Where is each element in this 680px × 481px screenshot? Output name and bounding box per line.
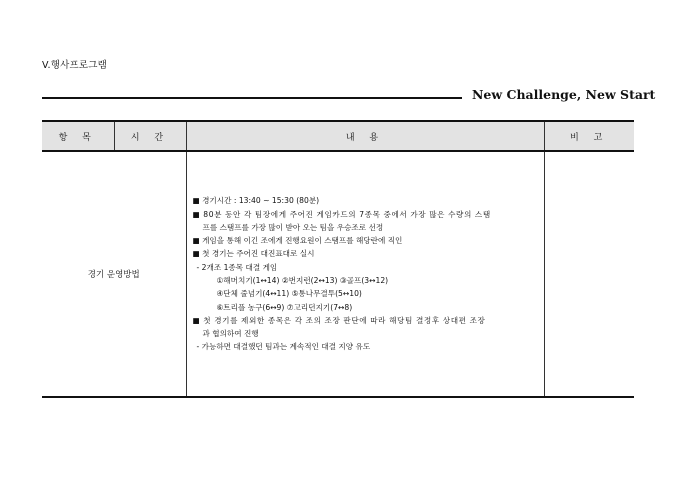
item-label: 경기 운영방법 xyxy=(87,270,140,280)
content-cell xyxy=(186,151,544,397)
content-line: ■ 첫 경기는 주어진 대진표대로 실시 xyxy=(192,249,315,259)
content-line: - 2개조 1종목 대결 게임 xyxy=(196,262,278,272)
slogan: New Challenge, New Start xyxy=(472,87,656,102)
item-cell xyxy=(42,151,186,397)
table-row xyxy=(42,151,634,397)
content-line: ■ 게임을 통해 이긴 조에게 진행요원이 스탬프를 해당란에 직인 xyxy=(192,236,403,246)
section-title: V.행사프로그램 xyxy=(42,60,107,71)
content-line: ■ 경기시간 : 13:40 ~ 15:30 (80분) xyxy=(192,196,320,206)
content-line: - 가능하면 대결했던 팀과는 계속적인 대결 지양 유도 xyxy=(196,342,371,352)
content-line: 과 협의하여 진행 xyxy=(202,329,259,339)
content-line: ④단체 줄넘기(4↔11) ⑤통나무결투(5↔10) xyxy=(216,289,362,299)
header-rule xyxy=(42,97,462,99)
header-time: 시 간 xyxy=(114,121,186,151)
content-line: ■ 첫 경기를 제외한 종목은 각 조의 조장 판단에 따라 해당팀 결정후 상대편 조장 xyxy=(192,315,486,325)
header-item: 항 목 xyxy=(42,121,114,151)
content-line: ①해머치기(1↔14) ②번지런(2↔13) ③골프(3↔12) xyxy=(216,276,389,285)
program-table xyxy=(42,120,634,398)
content-line: 프를 스탬프를 가장 많이 받아 오는 팀을 우승조로 선정 xyxy=(202,222,384,232)
content-line: ■ 80분 동안 각 팀장에게 주어진 게임카드의 7종목 중에서 가장 많은 수량의 스탬 xyxy=(192,209,491,219)
table-header-row xyxy=(42,121,634,151)
header-content: 내 용 xyxy=(186,121,544,151)
header-note: 비 고 xyxy=(544,121,634,151)
note-cell xyxy=(544,151,634,397)
content-line: ⑥트리플 농구(6↔9) ⑦고리던지기(7↔8) xyxy=(216,302,353,312)
